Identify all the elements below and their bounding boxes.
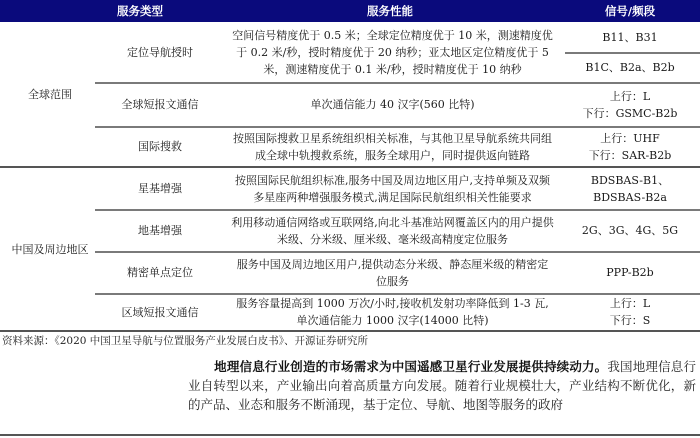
service-sbas: 星基增强 xyxy=(138,182,182,195)
table-bottom-rule xyxy=(0,330,700,332)
body-paragraph xyxy=(188,357,696,414)
service-ppp: 精密单点定位 xyxy=(127,266,193,279)
performance-ppp: 服务中国及周边地区用户,提供动态分米级、静态厘米级的精密定位服务 xyxy=(236,257,549,288)
region-global: 全球范围 xyxy=(28,87,72,101)
header-performance: 服务性能 xyxy=(367,4,413,18)
signal-downlink: 下行：S xyxy=(609,314,651,327)
paragraph-text: 我国地理信息行业自转型以来，产业输出向着高质量方向发展。随着行业规模壮大，产业结构不断优化，新的产品、业态和服务不断涌现，基于定位、导航、地图等服务的政府 xyxy=(188,359,696,412)
performance-gbas: 利用移动通信网络或互联网络,向北斗基准站网覆盖区内的用户提供米级、分米级、厘米级、毫米级高精度定位服务 xyxy=(231,215,554,246)
signal-sar xyxy=(560,127,700,166)
service-pnt: 定位导航授时 xyxy=(127,45,193,59)
header-service-type: 服务类型 xyxy=(117,4,163,18)
header-signal: 信号/频段 xyxy=(604,4,656,18)
signal-pnt-2: B1C、B2a、B2b xyxy=(585,61,675,74)
performance-pnt: 空间信号精度优于 0.5 米；全球定位精度优于 10 米，测速精度优于 0.2 米/秒，授时精度优于 20 纳秒；亚太地区定位精度优于 5 米，测速精度优于 0.1 米/秒，授时精度优于 10 纳秒 xyxy=(232,28,553,76)
service-regional-sms: 区域短报文通信 xyxy=(121,305,199,319)
signal-sbas xyxy=(560,168,700,209)
service-gbas: 地基增强 xyxy=(138,224,182,237)
signal-uplink: 上行：L xyxy=(609,89,651,103)
service-global-sms: 全球短报文通信 xyxy=(121,98,199,111)
source-note: 资料来源：《2020 中国卫星导航与位置服务产业发展白皮书》、开源证券研究所 xyxy=(2,335,369,347)
region-china: 中国及周边地区 xyxy=(11,242,89,256)
signal-b1: BDSBAS-B1、 xyxy=(590,173,670,187)
signal-global-sms xyxy=(560,83,700,126)
signal-regional-sms xyxy=(560,294,700,330)
table-header xyxy=(0,0,700,22)
performance-global-sms: 单次通信能力 40 汉字(560 比特) xyxy=(310,98,475,111)
paragraph-lead: 地理信息行业创造的市场需求为中国遥感卫星行业发展提供持续动力。 xyxy=(214,359,608,374)
signal-gbas: 2G、3G、4G、5G xyxy=(581,224,679,237)
signal-uplink: 上行：UHF xyxy=(600,131,660,145)
performance-sbas: 按照国际民航组织标准,服务中国及周边地区用户,支持单频及双频多星座两种增强服务模式,满足国际民航组织相关性能要求 xyxy=(235,173,550,204)
signal-b2a: BDSBAS-B2a xyxy=(593,190,667,204)
signal-downlink: 下行：GSMC-B2b xyxy=(582,106,678,120)
performance-regional-sms: 服务容量提高到 1000 万次/小时,接收机发射功率降低到 1-3 瓦,单次通信能力 1000 汉字(14000 比特) xyxy=(236,297,549,327)
signal-ppp: PPP-B2b xyxy=(606,266,654,279)
signal-uplink: 上行：L xyxy=(609,297,651,310)
service-sar: 国际搜救 xyxy=(138,140,182,153)
signal-downlink: 下行：SAR-B2b xyxy=(588,148,672,162)
performance-sar: 按照国际搜救卫星系统组织相关标准，与其他卫星导航系统共同组成全球中轨搜救系统，服务全球用户，同时提供返向链路 xyxy=(233,131,552,162)
signal-pnt-1: B11、B31 xyxy=(602,30,658,44)
page-bottom-rule xyxy=(0,434,700,436)
